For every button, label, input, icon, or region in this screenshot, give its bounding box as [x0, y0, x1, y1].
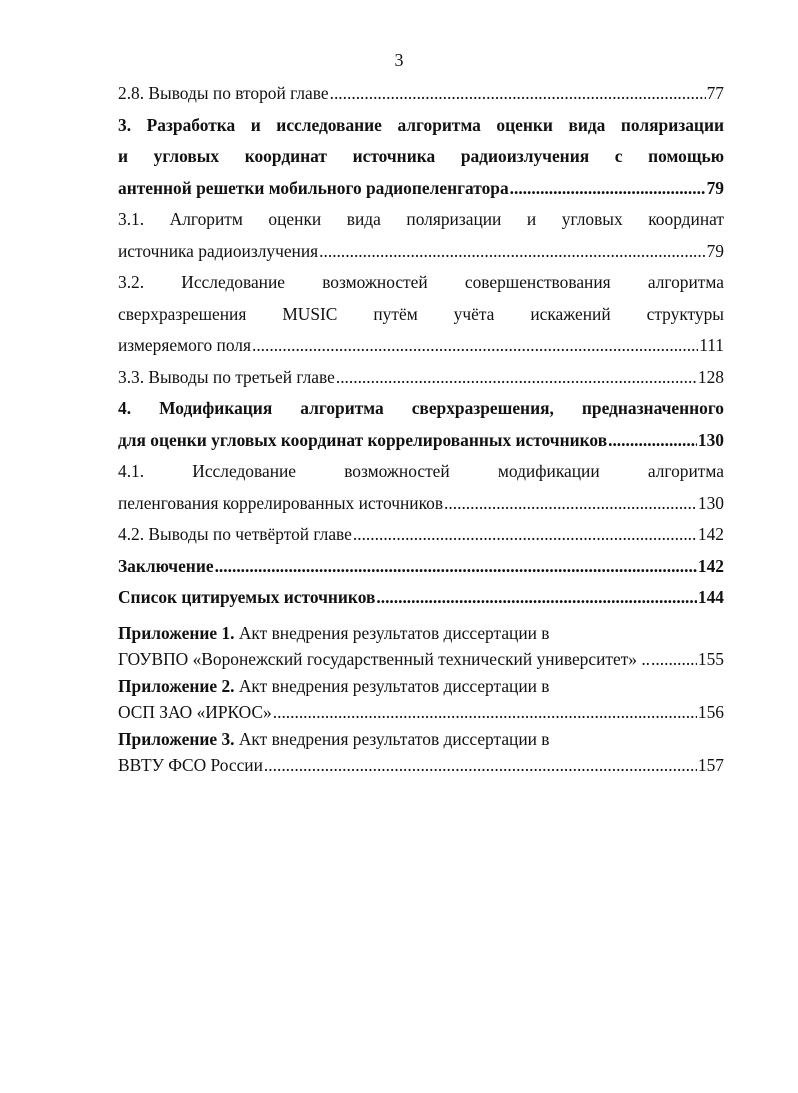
dot-leader [319, 236, 705, 268]
toc-entry-title: 2.8. Выводы по второй главе [118, 83, 329, 103]
toc-entry-title: Заключение [118, 555, 214, 576]
toc-entry-title [118, 673, 550, 700]
toc-entry-page: 156 [697, 702, 724, 722]
toc-entry-references [118, 582, 724, 614]
table-of-contents [118, 78, 724, 779]
toc-entry-3-2-line-1: 3.2. Исследование возможностей совершенствования алгоритма [118, 272, 724, 292]
toc-entry-page: 142 [697, 555, 724, 576]
appendix-description: Акт внедрения результатов диссертации в [234, 622, 550, 643]
toc-entry-page: 157 [697, 755, 724, 775]
toc-appendix-3-line-2 [118, 752, 724, 779]
appendix-description: Акт внедрения результатов диссертации в [234, 675, 550, 696]
appendix-description: Акт внедрения результатов диссертации в [234, 728, 550, 749]
toc-entry-page: 79 [706, 177, 724, 198]
dot-leader [264, 752, 697, 779]
toc-entry-title: Список цитируемых источников [118, 587, 376, 607]
toc-chapter-3-line-1: 3. Разработка и исследование алгоритма оценки вида поляризации [118, 114, 724, 135]
toc-entry-title: для оценки угловых координат коррелированных источников [118, 429, 608, 450]
toc-chapter-3-line-2: и угловых координат источника радиоизлучения с помощью [118, 146, 724, 166]
toc-appendix-3-line-1 [118, 726, 724, 753]
toc-appendix-2-line-1 [118, 673, 724, 700]
toc-entry-conclusion [118, 551, 724, 583]
dot-leader [608, 425, 697, 457]
dot-leader [651, 646, 697, 673]
dot-leader [273, 699, 697, 726]
toc-entry-3-1-line-2 [118, 236, 724, 268]
toc-appendix-1-line-1 [118, 620, 724, 647]
toc-entry-page: 130 [697, 492, 724, 513]
toc-entry-title: 3.3. Выводы по третьей главе [118, 366, 335, 387]
toc-chapter-4-line-2 [118, 425, 724, 457]
dot-leader [336, 362, 697, 394]
appendix-label: Приложение 2. [118, 675, 235, 696]
toc-entry-title: ВВТУ ФСО России [118, 755, 263, 775]
toc-entry-3-2-line-2: сверхразрешения MUSIC путём учёта искажений структуры [118, 303, 724, 324]
toc-entry-page: 155 [697, 649, 724, 669]
dot-leader [330, 78, 706, 110]
toc-entry-title: источника радиоизлучения [118, 240, 319, 261]
toc-entry-3-1-line-1: 3.1. Алгоритм оценки вида поляризации и угловых координат [118, 209, 724, 229]
dot-leader [353, 519, 697, 551]
toc-entry-title [118, 726, 550, 753]
dot-leader [510, 173, 706, 205]
toc-entry-2-8 [118, 78, 724, 110]
toc-entry-4-1-line-2 [118, 488, 724, 520]
toc-entry-title [118, 620, 550, 647]
toc-entry-title: измеряемого поля [118, 335, 251, 355]
dot-leader [252, 330, 698, 362]
toc-entry-3-3 [118, 362, 724, 394]
toc-entry-4-2 [118, 519, 724, 551]
toc-entry-title: ГОУВПО «Воронежский государственный технический университет» .. [118, 649, 651, 669]
toc-entry-title: 4.2. Выводы по четвёртой главе [118, 524, 352, 544]
toc-chapter-4-line-1: 4. Модификация алгоритма сверхразрешения, предназначенного [118, 398, 724, 418]
toc-entry-4-1-line-1: 4.1. Исследование возможностей модификации алгоритма [118, 461, 724, 481]
appendix-label: Приложение 1. [118, 622, 235, 643]
toc-appendix-1-line-2 [118, 646, 724, 673]
toc-entry-page: 111 [699, 335, 724, 355]
page-number: 3 [394, 50, 404, 70]
toc-appendix-2-line-2 [118, 699, 724, 726]
dot-leader [376, 582, 697, 614]
toc-entry-page: 142 [697, 524, 724, 544]
toc-entry-title: антенной решетки мобильного радиопеленгатора [118, 177, 509, 198]
appendix-label: Приложение 3. [118, 728, 235, 749]
toc-entry-page: 144 [697, 587, 724, 607]
toc-entry-page: 130 [697, 429, 724, 450]
toc-entry-page: 77 [706, 83, 724, 103]
dot-leader [215, 551, 697, 583]
toc-chapter-3-line-3 [118, 173, 724, 205]
toc-entry-page: 79 [706, 240, 724, 261]
dot-leader [444, 488, 697, 520]
toc-entry-title: ОСП ЗАО «ИРКОС» [118, 702, 272, 722]
toc-entry-page: 128 [697, 366, 724, 387]
toc-entry-title: пеленгования коррелированных источников [118, 492, 444, 513]
toc-entry-3-2-line-3 [118, 330, 724, 362]
